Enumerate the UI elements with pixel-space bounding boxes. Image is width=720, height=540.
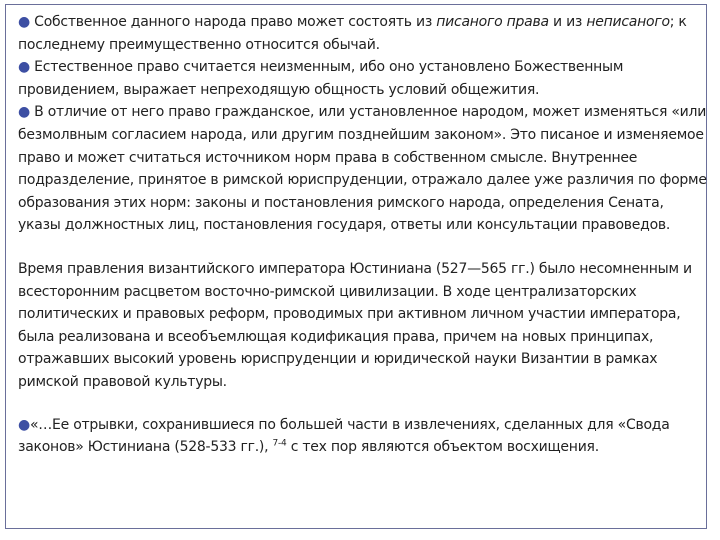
bullet-icon: ● xyxy=(18,14,30,30)
para1-mid: и из xyxy=(548,14,587,30)
slide-frame xyxy=(5,4,707,529)
footnote-ref: 7-4 xyxy=(272,438,287,449)
para1-tail: ; к последнему преимущественно относится обычай. xyxy=(18,14,687,53)
bullet-icon: ● xyxy=(18,416,30,433)
para5-tail: с тех пор являются объектом восхищения. xyxy=(286,439,599,456)
para5-text: «…Ее отрывки, сохранившиеся по большей части в извлечениях, сделанных для «Свода законов» Юстиниана (528-533 гг.), xyxy=(18,416,670,456)
slide-text xyxy=(18,11,708,459)
para4-text: Время правления византийского императора Юстиниана (527—565 гг.) было несомненным и всесторонним расцветом восточно-римской цивилизации. В ходе централизаторских политических и правовых реформ, проводимых при активном личном участии императора, была реализована и всеобъемлющая кодификация права, причем на новых принципах, отражавших высокий уровень юриспруденции и юридической науки Византии в рамках римской правовой культуры. xyxy=(18,260,692,390)
bullet-icon: ● xyxy=(18,59,30,76)
paragraph-written-law xyxy=(18,11,708,56)
para1-em-written: писаного права xyxy=(436,14,549,30)
paragraph-quote xyxy=(18,414,708,459)
bullet-icon: ● xyxy=(18,104,30,121)
para3-text: В отличие от него право гражданское, или установленное народом, может изменяться «или безмолвным согласием народа, или другим позднейшим законом». Это писаное и изменяемое право и может считаться источником норм права в собственном смысле. Внутреннее подразделение, принятое в римской юриспруденции, отражало далее уже различия по форме образования этих норм: законы и постановления римского народа, определения Сената, указы должностных лиц, постановления государя, ответы или консультации правоведов. xyxy=(18,104,707,234)
paragraph-justinian xyxy=(18,258,708,394)
para2-text: Естественное право считается неизменным, ибо оно установлено Божественным провидением, выражает непреходящую общность условий общежития. xyxy=(18,59,624,98)
para1-em-unwritten: неписаного xyxy=(586,14,670,30)
para1-lead: Собственное данного народа право может состоять из xyxy=(29,14,437,30)
paragraph-civil-law xyxy=(18,101,708,237)
paragraph-natural-law xyxy=(18,56,708,101)
